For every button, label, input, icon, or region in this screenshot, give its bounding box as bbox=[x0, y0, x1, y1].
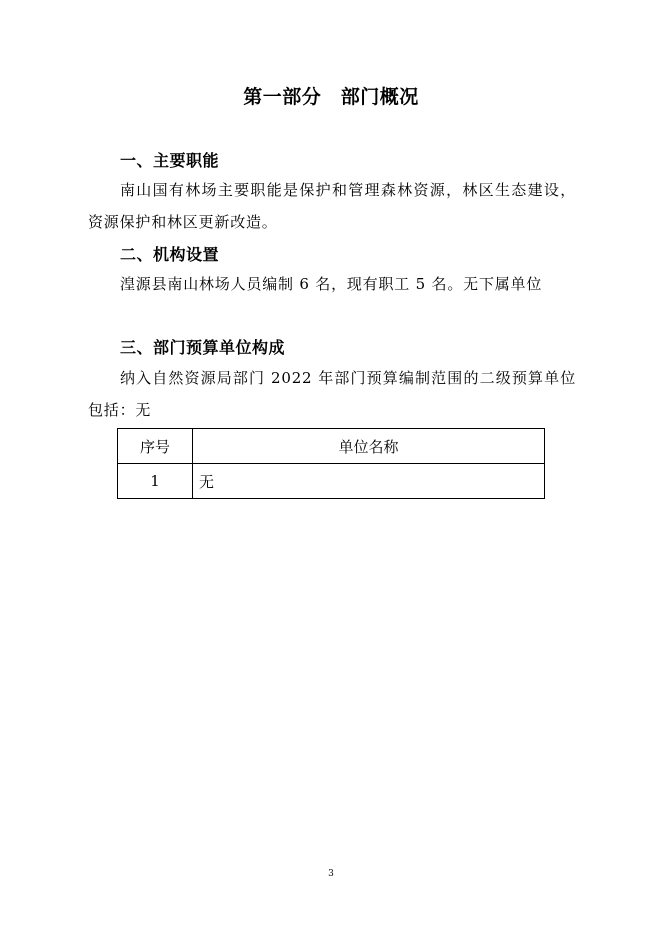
table-cell-index: 1 bbox=[118, 464, 193, 499]
page-number: 3 bbox=[328, 869, 334, 879]
table-header-unit-name: 单位名称 bbox=[193, 429, 545, 464]
section-body-budget-units: 纳入自然资源局部门 2022 年部门预算编制范围的二级预算单位包括：无 bbox=[88, 369, 576, 419]
section-body-functions: 南山国有林场主要职能是保护和管理森林资源，林区生态建设，资源保护和林区更新改造。 bbox=[88, 181, 576, 231]
table-header-index: 序号 bbox=[118, 429, 193, 464]
table-row bbox=[118, 464, 545, 499]
table-cell-unit-name: 无 bbox=[193, 464, 545, 499]
section-body-organization: 湟源县南山林场人员编制 6 名，现有职工 5 名。无下属单位 bbox=[120, 275, 543, 293]
section-heading-budget-units: 三、部门预算单位构成 bbox=[120, 338, 286, 357]
page-title: 第一部分 部门概况 bbox=[243, 86, 419, 108]
section-heading-functions: 一、主要职能 bbox=[120, 151, 220, 170]
section-heading-organization: 二、机构设置 bbox=[120, 245, 220, 264]
budget-units-table bbox=[117, 428, 545, 499]
table-header-row bbox=[118, 429, 545, 464]
